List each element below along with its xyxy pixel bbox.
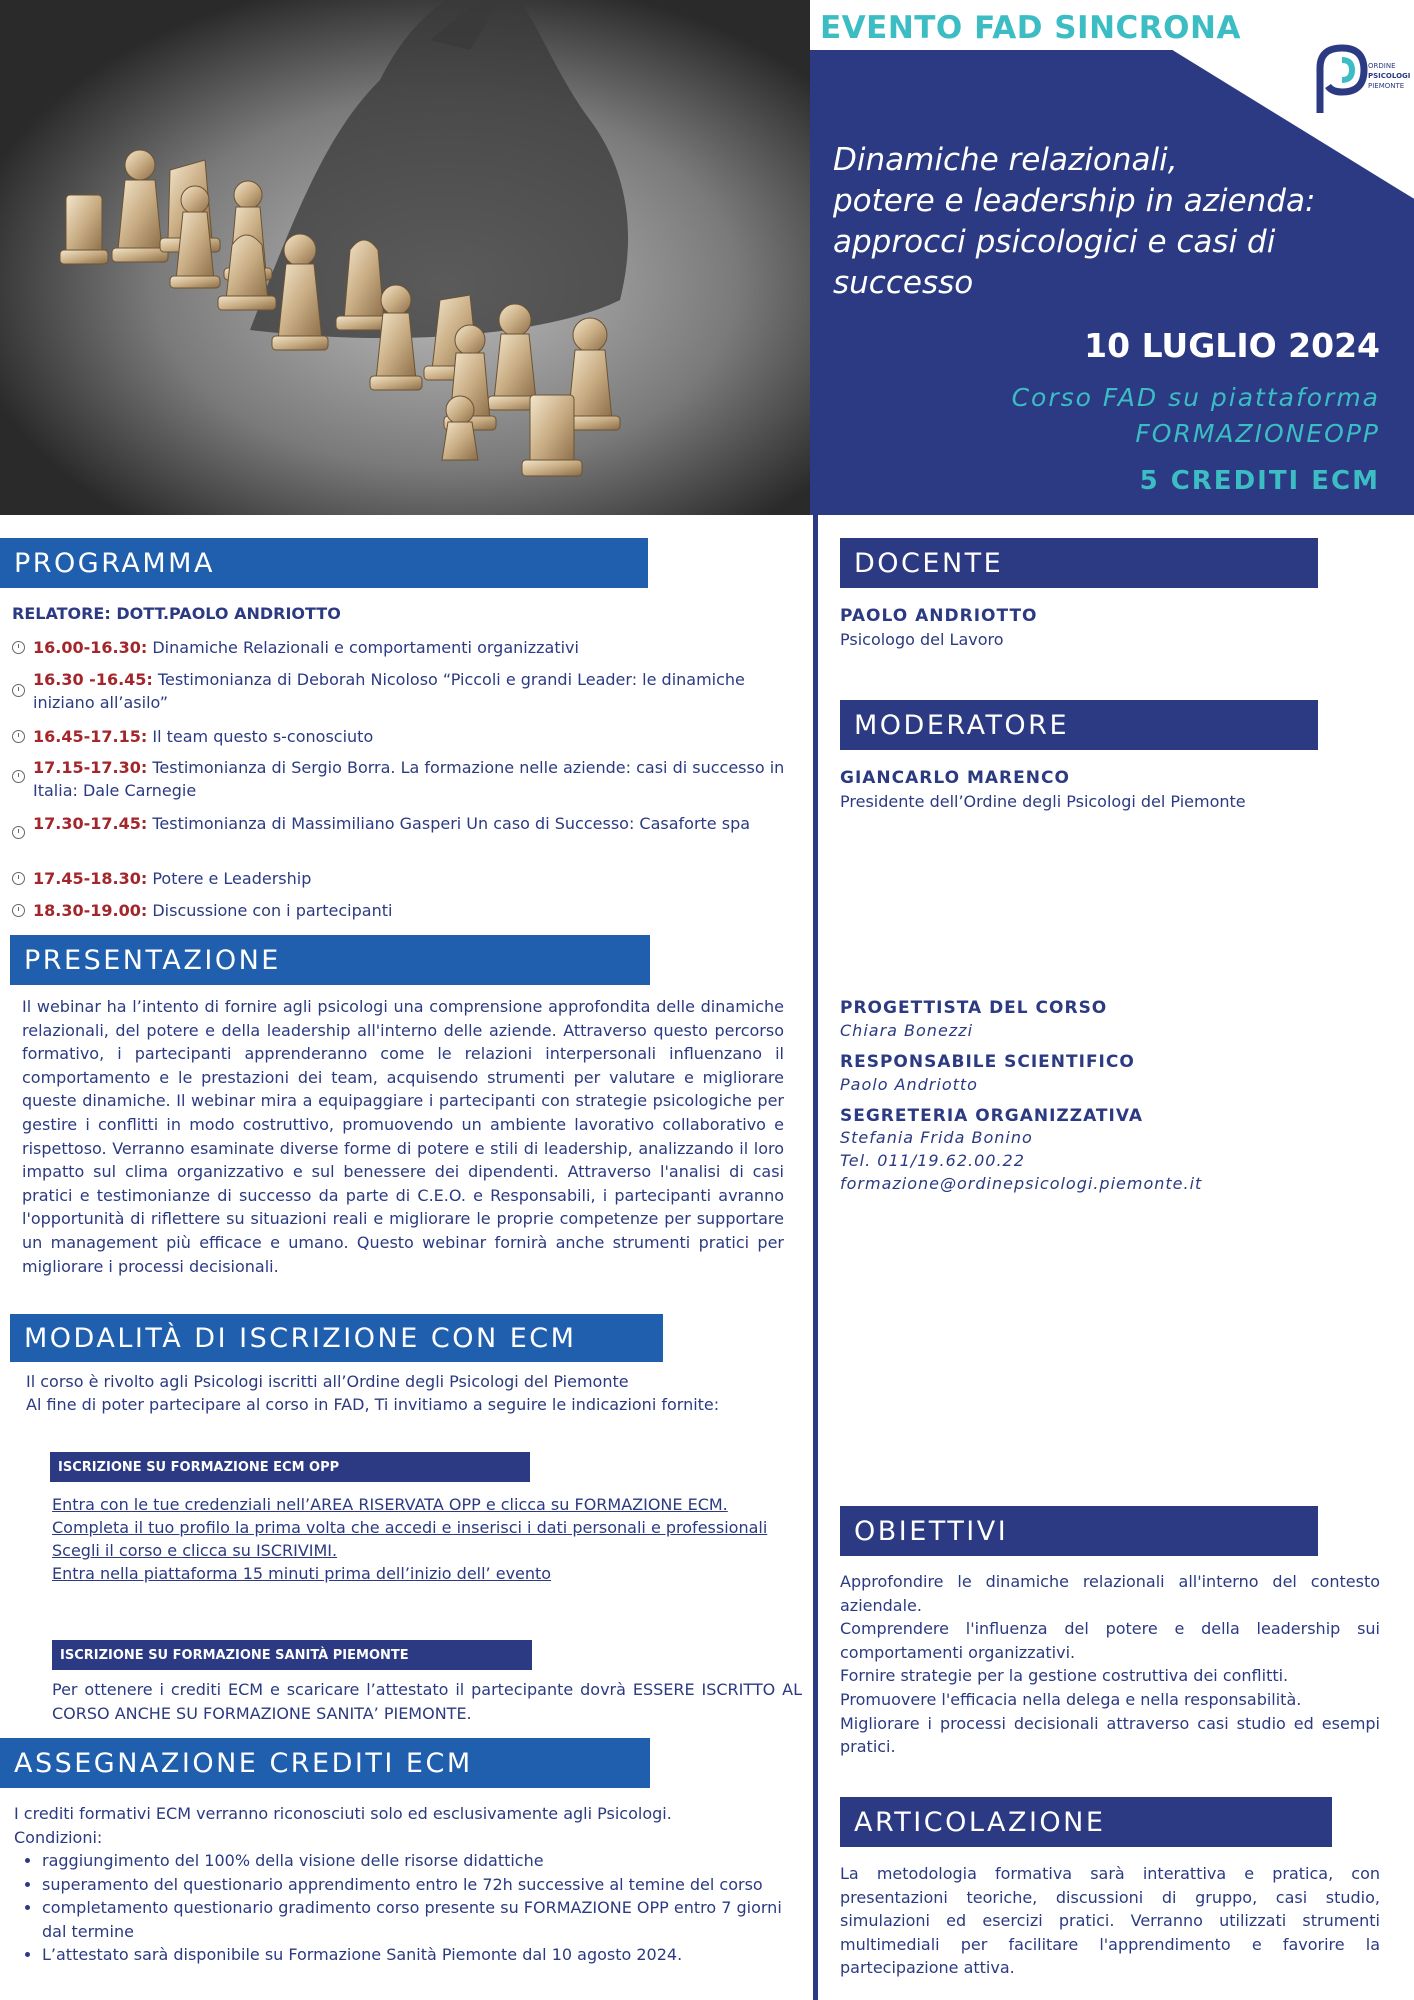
platform-line: FORMAZIONEOPP — [1135, 419, 1380, 448]
opp-step-link[interactable]: Entra nella piattaforma 15 minuti prima dell’inizio dell’ evento — [52, 1564, 552, 1583]
condition-item: • raggiungimento del 100% della visione delle risorse didattiche — [42, 1849, 794, 1873]
program-item — [12, 812, 792, 839]
articolazione-text: La metodologia formativa sarà interattiva e pratica, con presentazioni teoriche, discussioni di gruppo, casi studio, simulazioni ed esercizi pratici. Verranno utilizzati strumenti multimediali per facilitare l'apprendimento e favorire la partecipazione attiva. — [840, 1864, 1380, 1978]
program-item — [12, 725, 792, 748]
ordine-psicologi-logo — [1312, 38, 1411, 118]
opp-subheading: ISCRIZIONE SU FORMAZIONE ECM OPP — [50, 1452, 530, 1482]
docente-role: Psicologo del Lavoro — [840, 630, 1004, 649]
ecm-credits: 5 CREDITI ECM — [1139, 466, 1380, 496]
event-type-label: EVENTO FAD SINCRONA — [820, 10, 1241, 46]
obiettivi-heading: OBIETTIVI — [840, 1506, 1318, 1556]
relatore-label: RELATORE: DOTT.PAOLO ANDRIOTTO — [12, 604, 341, 623]
program-text: Potere e Leadership — [147, 869, 312, 888]
articolazione-heading: ARTICOLAZIONE — [840, 1797, 1332, 1847]
docente-name: PAOLO ANDRIOTTO — [840, 606, 1038, 626]
obiettivi-text: Approfondire le dinamiche relazionali all'interno del contesto aziendale. Comprendere l'influenza del potere e della leadership sui comportamenti organizzativi. Fornire strategie per la gestione costruttiva dei conflitti. Promuovere l'efficacia nella delega e nella responsabilità. Migliorare i processi decisionali attraverso casi studio ed esempi pratici. — [840, 1572, 1380, 1757]
sanita-subheading: ISCRIZIONE SU FORMAZIONE SANITÀ PIEMONTE — [52, 1640, 532, 1670]
platform-line: Corso FAD su piattaforma — [1011, 383, 1380, 412]
assegnazione-intro: I crediti formativi ECM verranno riconosciuti solo ed esclusivamente agli Psicologi. — [14, 1804, 672, 1823]
progettista-label: PROGETTISTA DEL CORSO — [840, 998, 1108, 1018]
logo-word-1: ORDINE — [1368, 62, 1396, 70]
program-item — [12, 668, 792, 714]
segreteria-tel: Tel. 011/19.62.00.22 — [840, 1151, 1025, 1170]
course-title — [833, 140, 1393, 304]
program-time: 16.30 -16.45: — [33, 670, 153, 689]
opp-step-link[interactable]: Completa il tuo profilo la prima volta che accedi e inserisci i dati personali e professionali — [52, 1518, 768, 1537]
program-time: 17.15-17.30: — [33, 758, 148, 777]
condition-item: • superamento del questionario apprendimento entro le 72h successive al temine del corso — [42, 1873, 794, 1897]
programma-heading: PROGRAMMA — [0, 538, 648, 588]
program-text: Dinamiche Relazionali e comportamenti organizzativi — [147, 638, 579, 657]
logo-word-2: PSICOLOGI — [1368, 72, 1411, 80]
program-item — [12, 636, 792, 659]
clock-icon — [12, 770, 25, 783]
program-time: 18.30-19.00: — [33, 901, 148, 920]
opp-steps — [52, 1493, 794, 1585]
platform-info — [880, 380, 1380, 452]
presentazione-heading: PRESENTAZIONE — [10, 935, 650, 985]
segreteria-label: SEGRETERIA ORGANIZZATIVA — [840, 1106, 1143, 1126]
logo-mark-icon — [1312, 38, 1411, 118]
program-text: Il team questo s-conosciuto — [147, 727, 374, 746]
moderatore-name: GIANCARLO MARENCO — [840, 768, 1070, 788]
program-item — [12, 899, 792, 922]
iscrizione-intro-line: Al fine di poter partecipare al corso in FAD, Ti invitiamo a seguire le indicazioni fornite: — [26, 1395, 720, 1414]
docente-heading: DOCENTE — [840, 538, 1318, 588]
program-text: Discussione con i partecipanti — [147, 901, 393, 920]
program-time: 16.00-16.30: — [33, 638, 148, 657]
hero-chess-image — [0, 0, 810, 515]
chess-illustration — [0, 0, 810, 515]
program-time: 17.30-17.45: — [33, 814, 148, 833]
opp-step-link[interactable]: Scegli il corso e clicca su ISCRIVIMI. — [52, 1541, 338, 1560]
course-title-line: potere e leadership in azienda: — [833, 183, 1316, 219]
moderatore-heading: MODERATORE — [840, 700, 1318, 750]
iscrizione-intro — [26, 1370, 782, 1416]
conditions-label: Condizioni: — [14, 1827, 103, 1847]
program-time: 16.45-17.15: — [33, 727, 148, 746]
program-item — [12, 867, 792, 890]
moderatore-role: Presidente dell’Ordine degli Psicologi del Piemonte — [840, 792, 1246, 811]
logo-word-3: PIEMONTE — [1368, 82, 1405, 90]
condition-item: • completamento questionario gradimento corso presente su FORMAZIONE OPP entro 7 giorni dal termine — [42, 1896, 794, 1943]
clock-icon — [12, 872, 25, 885]
assegnazione-text — [14, 1802, 794, 1967]
segreteria-name: Stefania Frida Bonino — [840, 1128, 1033, 1147]
program-item — [12, 756, 792, 802]
program-time: 17.45-18.30: — [33, 869, 148, 888]
course-title-line: successo — [833, 265, 974, 301]
progettista-name: Chiara Bonezzi — [840, 1021, 974, 1040]
clock-icon — [12, 641, 25, 654]
clock-icon — [12, 684, 25, 697]
opp-step-link[interactable]: Entra con le tue credenziali nell’AREA RISERVATA OPP e clicca su FORMAZIONE ECM. — [52, 1495, 728, 1514]
assegnazione-heading: ASSEGNAZIONE CREDITI ECM — [0, 1738, 650, 1788]
segreteria-email[interactable]: formazione@ordinepsicologi.piemonte.it — [840, 1174, 1203, 1193]
course-title-line: approcci psicologici e casi di — [833, 224, 1276, 260]
responsabile-label: RESPONSABILE SCIENTIFICO — [840, 1052, 1135, 1072]
column-divider — [813, 515, 818, 2000]
sanita-text: Per ottenere i crediti ECM e scaricare l’attestato il partecipante dovrà ESSERE ISCRITTO AL CORSO ANCHE SU FORMAZIONE SANITA’ PIEMONTE. — [52, 1680, 802, 1723]
conditions-list — [14, 1849, 794, 1967]
event-date: 10 LUGLIO 2024 — [1084, 326, 1380, 365]
clock-icon — [12, 904, 25, 917]
presentazione-text: Il webinar ha l’intento di fornire agli psicologi una comprensione approfondita delle dinamiche relazionali, del potere e della leadership all'interno delle aziende. Attraverso questo percorso formativo, i partecipanti apprenderanno come le relazioni interpersonali influenzano il comportamento e le prestazioni dei team, acquisendo strumenti per valutare e migliorare queste dinamiche. Il webinar mira a equipaggiare i partecipanti con strategie psicologiche per gestire i conflitti in modo costruttivo, promuovendo un ambiente lavorativo collaborativo e rispettoso. Verranno esaminate diverse forme di potere e stili di leadership, analizzando il loro impatto sul clima organizzativo e sul benessere dei dipendenti. Attraverso l'analisi di casi pratici e testimonianze di successo da parte di C.E.O. e Responsabili, i partecipanti avranno l'opportunità di riflettere su situazioni reali e migliorare le proprie competenze per supportare un management più efficace e umano. Questo webinar fornirà anche strumenti pratici per migliorare i processi decisionali. — [22, 997, 784, 1276]
responsabile-name: Paolo Andriotto — [840, 1075, 978, 1094]
iscrizione-intro-line: Il corso è rivolto agli Psicologi iscritti all’Ordine degli Psicologi del Piemonte — [26, 1372, 629, 1391]
program-text: Testimonianza di Sergio Borra. La formazione nelle aziende: casi di successo in Italia: Dale Carnegie — [33, 758, 785, 800]
program-text: Testimonianza di Deborah Nicoloso “Piccoli e grandi Leader: le dinamiche iniziano all’asilo” — [33, 670, 745, 712]
clock-icon — [12, 826, 25, 839]
program-text: Testimonianza di Massimiliano Gasperi Un caso di Successo: Casaforte spa — [147, 814, 751, 833]
condition-item: • L’attestato sarà disponibile su Formazione Sanità Piemonte dal 10 agosto 2024. — [42, 1943, 794, 1967]
clock-icon — [12, 730, 25, 743]
iscrizione-heading: MODALITÀ DI ISCRIZIONE CON ECM — [10, 1314, 663, 1362]
course-title-line: Dinamiche relazionali, — [833, 142, 1178, 178]
